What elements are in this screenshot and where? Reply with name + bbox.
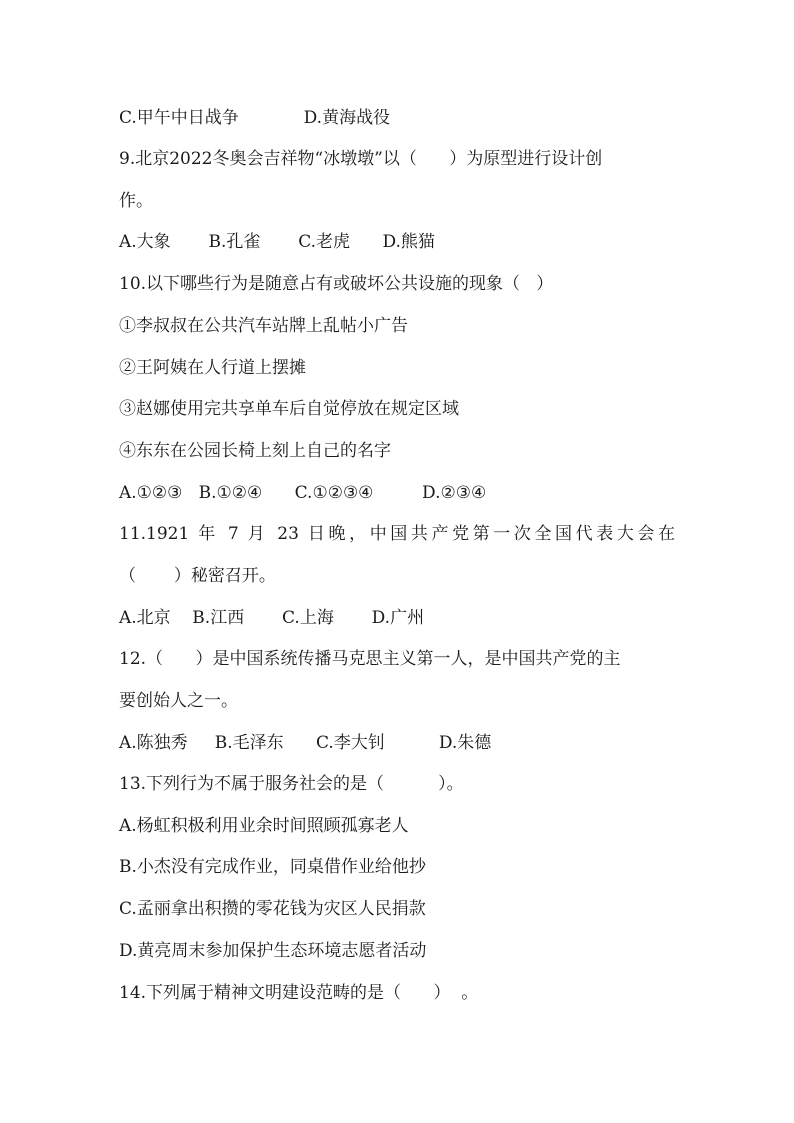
q10-item-1: ①李叔叔在公共汽车站牌上乱帖小广告	[119, 316, 408, 336]
q13-option-a: A.杨虹积极利用业余时间照顾孤寡老人	[119, 816, 409, 836]
q14-stem: 14.下列属于精神文明建设范畴的是（ ） 。	[119, 983, 479, 1003]
q13-option-d: D.黄亮周末参加保护生态环境志愿者活动	[119, 941, 427, 961]
q12-options: A.陈独秀 B.毛泽东 C.李大钊 D.朱德	[119, 733, 492, 753]
q12-stem: 12.（ ）是中国系统传播马克思主义第一人，是中国共产党的主	[119, 649, 621, 669]
q9-stem: 9.北京2022冬奥会吉祥物“冰墩墩”以（ ）为原型进行设计创	[119, 149, 603, 169]
q10-stem: 10.以下哪些行为是随意占有或破坏公共设施的现象（ ）	[119, 274, 554, 294]
q13-option-c: C.孟丽拿出积攒的零花钱为灾区人民捐款	[119, 899, 426, 919]
q11-options: A.北京 B.江西 C.上海 D.广州	[119, 608, 425, 628]
q10-options: A.①②③ B.①②④ C.①②③④ D.②③④	[119, 483, 487, 503]
q11-stem: 11.1921 年 7 月 23 日晚，中国共产党第一次全国代表大会在	[119, 524, 675, 544]
q12-stem-continued: 要创始人之一。	[119, 691, 238, 711]
q10-item-2: ②王阿姨在人行道上摆摊	[119, 358, 306, 378]
q11-stem-continued: （ ）秘密召开。	[119, 566, 276, 586]
q10-item-3: ③赵娜使用完共享单车后自觉停放在规定区域	[119, 399, 459, 419]
q13-option-b: B.小杰没有完成作业，同桌借作业给他抄	[119, 857, 426, 877]
q13-stem: 13.下列行为不属于服务社会的是（ ）。	[119, 774, 464, 794]
q10-item-4: ④东东在公园长椅上刻上自己的名字	[119, 441, 391, 461]
q9-stem-continued: 作。	[119, 191, 153, 211]
q9-options: A.大象 B.孔雀 C.老虎 D.熊猫	[119, 232, 435, 252]
q8-options-cd: C.甲午中日战争 D.黄海战役	[119, 108, 391, 128]
